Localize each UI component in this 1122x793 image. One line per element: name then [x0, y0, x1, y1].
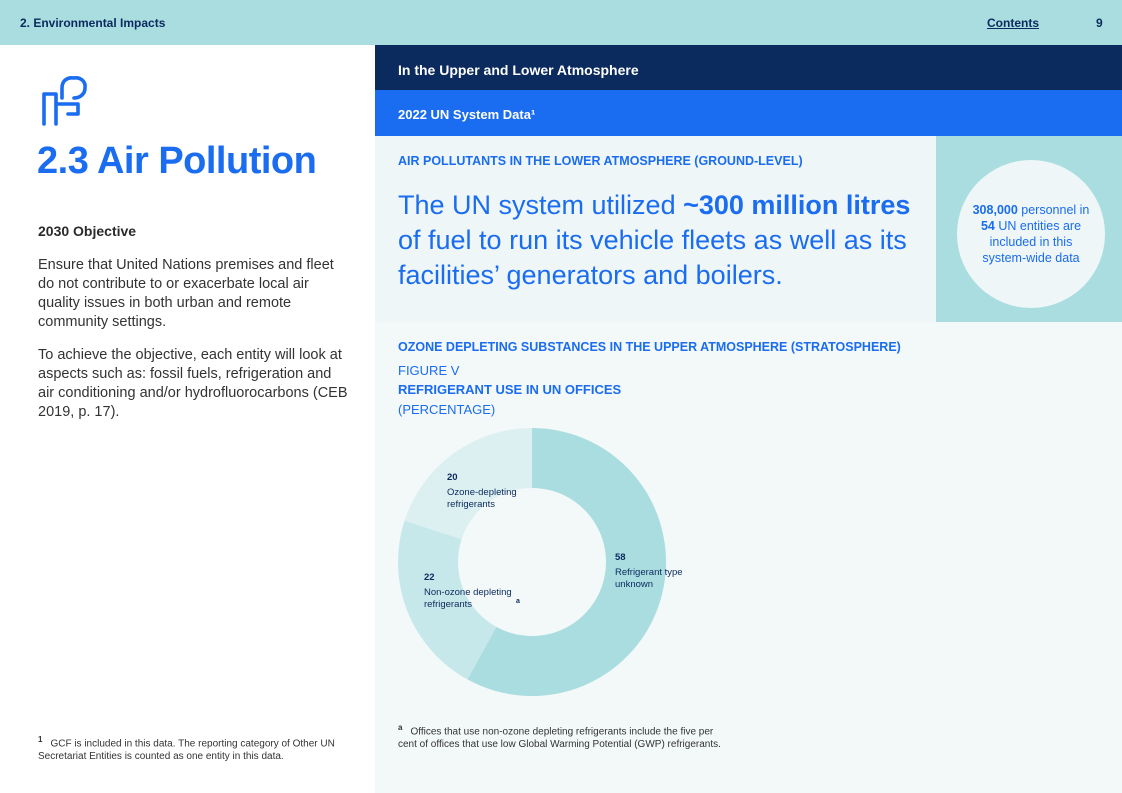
- non-ozone-footnote-ref: a: [516, 597, 520, 605]
- quote-pre: The UN system utilized: [398, 190, 684, 220]
- stat-panel: [936, 136, 1122, 322]
- band-blue-title: 2022 UN System Data¹: [398, 107, 536, 122]
- entities-label: UN entities are included in this system-wide data: [982, 219, 1082, 265]
- figure-label: FIGURE V: [398, 363, 460, 378]
- footnote-marker: 1: [38, 735, 43, 744]
- value-non-ozone: 22: [424, 572, 435, 583]
- air-pollutants-heading: AIR POLLUTANTS IN THE LOWER ATMOSPHERE (GROUND-LEVEL): [398, 154, 803, 168]
- personnel-label: personnel in: [1017, 203, 1090, 217]
- top-bar: [0, 0, 1122, 45]
- band-dark-title: In the Upper and Lower Atmosphere: [398, 62, 639, 78]
- factory-chimney-icon: [38, 74, 90, 126]
- quote-highlight: ~300 million litres: [683, 190, 911, 220]
- section-band-blue: [375, 90, 1122, 136]
- page-title: 2.3 Air Pollution: [37, 140, 317, 182]
- quote-post: of fuel to run its vehicle fleets as well as its facilities’ generators and boilers.: [398, 225, 907, 290]
- footnote-a: [398, 722, 728, 751]
- air-pollutants-panel: [375, 136, 936, 322]
- ozone-panel: [375, 322, 1122, 793]
- contents-link[interactable]: Contents: [987, 16, 1039, 30]
- approach-paragraph: To achieve the objective, each entity will look at aspects such as: fossil fuels, refrigeration and air conditioning and/or hydrofluorocarbons (CEB 2019, p. 17).: [38, 347, 348, 420]
- value-unknown: 58: [615, 552, 626, 563]
- figure-title: REFRIGERANT USE IN UN OFFICES: [398, 382, 622, 397]
- footnote-1: [38, 734, 358, 763]
- entities-count: 54: [980, 219, 995, 233]
- stat-circle: [957, 160, 1105, 308]
- label-unknown: [615, 552, 690, 591]
- objective-paragraph: Ensure that United Nations premises and fleet do not contribute to or exacerbate local air quality issues in both urban and remote community settings.: [38, 257, 334, 330]
- objective-heading: 2030 Objective: [38, 223, 137, 239]
- cat-non-ozone: Non-ozone depleting refrigerants: [424, 587, 512, 610]
- section-band-dark: [375, 45, 1122, 90]
- value-ozone: 20: [447, 472, 458, 483]
- ozone-heading: OZONE DEPLETING SUBSTANCES IN THE UPPER ATMOSPHERE (STRATOSPHERE): [398, 340, 901, 354]
- fuel-usage-quote: [398, 188, 928, 293]
- footnote-text: GCF is included in this data. The reporting category of Other UN Secretariat Entities is counted as one entity in this data.: [38, 738, 335, 762]
- cat-unknown: Refrigerant type unknown: [615, 567, 683, 590]
- page-number: 9: [1096, 16, 1103, 30]
- cat-ozone: Ozone-depleting refrigerants: [447, 487, 517, 510]
- stat-text: [969, 202, 1093, 266]
- footnote-a-marker: a: [398, 723, 403, 732]
- figure-subtitle: (PERCENTAGE): [398, 402, 496, 417]
- label-non-ozone: [424, 572, 520, 611]
- label-ozone: [447, 472, 522, 511]
- section-title: 2. Environmental Impacts: [20, 16, 166, 30]
- personnel-count: 308,000: [972, 203, 1018, 217]
- footnote-a-text: Offices that use non-ozone depleting refrigerants include the five per cent of offices that use low Global Warming Potential (GWP) refrigerants.: [398, 726, 721, 750]
